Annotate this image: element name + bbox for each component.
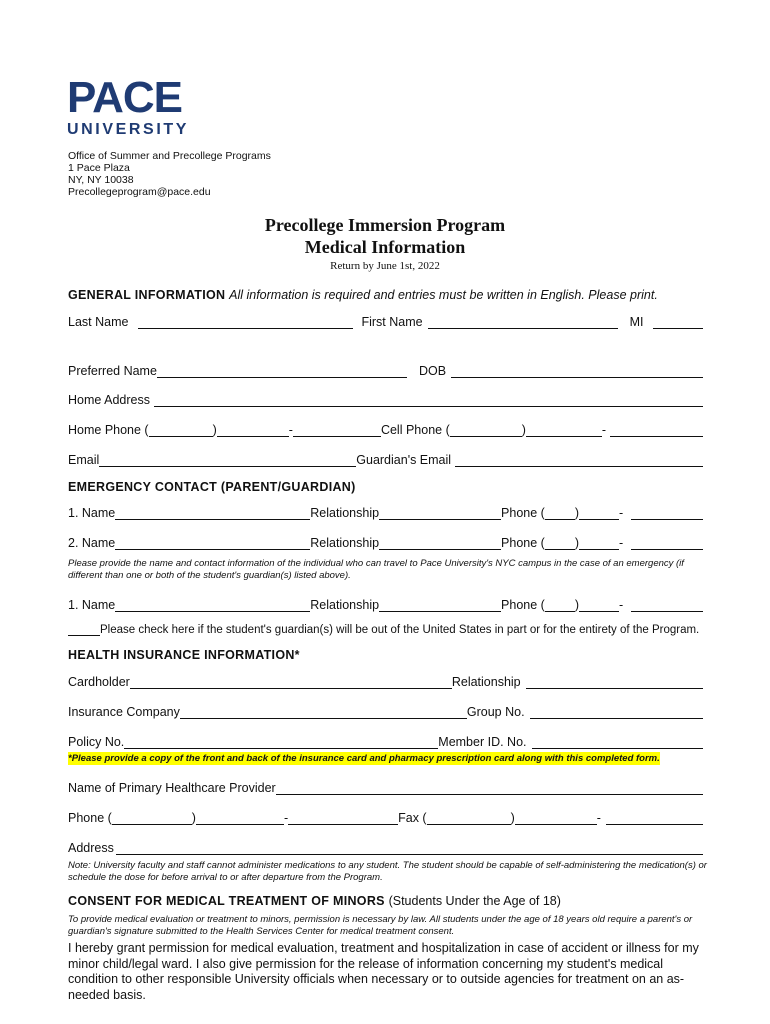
group-no-label: Group No. — [466, 705, 525, 719]
consent-note: To provide medical evaluation or treatment to minors, permission is necessary by law. All students under the age of 18 years old require a parent's or guardian's signature submitted to the Health Services Center for medical treatment consent. — [68, 914, 693, 937]
member-id-field[interactable] — [532, 736, 704, 749]
provider-address-row — [68, 839, 703, 855]
emergency-note: Please provide the name and contact information of the individual who can travel to Pace University's NYC campus in the case of an emergency (if different than one or both of the student's guardian(s) listed above). — [68, 558, 684, 581]
last-name-field[interactable] — [138, 316, 353, 329]
home-phone-line-field[interactable] — [293, 424, 381, 437]
mi-field[interactable] — [653, 316, 703, 329]
emergency-relationship-2-label: Relationship — [310, 536, 380, 550]
emergency-name-1-field[interactable] — [115, 507, 310, 520]
emergency-contact-row-1 — [68, 504, 703, 520]
primary-provider-label: Name of Primary Healthcare Provider — [68, 781, 276, 795]
separator: ) — [521, 423, 526, 437]
office-email: Precollegeprogram@pace.edu — [68, 186, 211, 198]
separator: ) — [574, 506, 579, 520]
separator: ) — [212, 423, 217, 437]
first-name-field[interactable] — [428, 316, 618, 329]
provider-phone-prefix[interactable] — [196, 812, 284, 825]
provider-phone-line[interactable] — [288, 812, 398, 825]
medication-note: Note: University faculty and staff cannot administer medications to any student. The student should be capable of self-administering the medication(s) or schedule the dose for before arrival to or after departure from the Program. — [68, 860, 707, 883]
provider-row — [68, 779, 703, 795]
preferred-name-row — [68, 362, 703, 378]
policy-no-field[interactable] — [124, 736, 438, 749]
group-no-field[interactable] — [530, 706, 703, 719]
cardholder-field[interactable] — [130, 676, 452, 689]
consent-heading: CONSENT FOR MEDICAL TREATMENT OF MINORS (Students Under the Age of 18) — [68, 894, 561, 908]
provider-fax-line[interactable] — [606, 812, 703, 825]
emergency-phone-2-prefix[interactable] — [579, 537, 619, 550]
insurance-company-row — [68, 703, 703, 719]
pace-logo: PACE — [67, 73, 182, 122]
insurance-card-notice: *Please provide a copy of the front and back of the insurance card and pharmacy prescription card along with this completed form. — [68, 753, 660, 764]
separator: ) — [574, 536, 579, 550]
emergency-phone-3-area[interactable] — [545, 599, 575, 612]
separator: ) — [574, 598, 579, 612]
separator: ) — [510, 811, 515, 825]
emergency-contact-row-3 — [68, 596, 703, 612]
insurance-relationship-field[interactable] — [526, 676, 703, 689]
emergency-phone-1-prefix[interactable] — [579, 507, 619, 520]
consent-body: I hereby grant permission for medical evaluation, treatment and hospitalization in case of accident or illness for my minor child/legal ward. I also give permission for the release of information concerning my student's medical condition to other responsible University officials when necessary or to outside agencies for treatment on an as-needed basis. — [68, 941, 699, 1002]
home-address-field[interactable] — [154, 394, 703, 407]
provider-fax-label: Fax ( — [398, 811, 427, 825]
out-of-country-label: Please check here if the student's guardian(s) will be out of the United States in part or for the entirety of the Program. — [100, 624, 700, 636]
name-row — [68, 313, 703, 329]
emergency-phone-1-line[interactable] — [631, 507, 703, 520]
email-field[interactable] — [99, 454, 356, 467]
first-name-label: First Name — [361, 315, 423, 329]
emergency-contact-heading: EMERGENCY CONTACT (PARENT/GUARDIAN) — [68, 480, 356, 494]
general-info-heading: GENERAL INFORMATION All information is required and entries must be written in English. Please print. — [68, 288, 658, 302]
emergency-relationship-1-label: Relationship — [310, 506, 380, 520]
last-name-label: Last Name — [68, 315, 129, 329]
cardholder-row — [68, 673, 703, 689]
emergency-contact-row-2 — [68, 534, 703, 550]
consent-heading-sub: (Students Under the Age of 18) — [388, 894, 561, 908]
university-logo-text: UNIVERSITY — [67, 121, 190, 138]
policy-row — [68, 733, 703, 749]
provider-fax-prefix[interactable] — [515, 812, 597, 825]
cell-phone-label: Cell Phone ( — [380, 423, 450, 437]
insurance-company-label: Insurance Company — [68, 705, 180, 719]
guardian-email-field[interactable] — [455, 454, 703, 467]
separator: - — [601, 423, 607, 437]
cell-phone-area-field[interactable] — [450, 424, 522, 437]
form-subtitle: Medical Information — [304, 237, 466, 257]
emergency-relationship-3-label: Relationship — [310, 598, 380, 612]
emergency-phone-2-area[interactable] — [545, 537, 575, 550]
cell-phone-prefix-field[interactable] — [526, 424, 602, 437]
preferred-name-label: Preferred Name — [68, 364, 157, 378]
emergency-phone-2-label: Phone ( — [501, 536, 545, 550]
office-street: 1 Pace Plaza — [68, 162, 130, 174]
out-of-country-check-field[interactable] — [68, 623, 100, 636]
separator: - — [619, 506, 624, 520]
emergency-relationship-2-field[interactable] — [379, 537, 501, 550]
provider-fax-area[interactable] — [427, 812, 511, 825]
dob-field[interactable] — [451, 365, 703, 378]
home-phone-prefix-field[interactable] — [217, 424, 289, 437]
emergency-phone-3-label: Phone ( — [501, 598, 545, 612]
separator: - — [619, 536, 624, 550]
emergency-phone-1-area[interactable] — [545, 507, 575, 520]
policy-no-label: Policy No. — [68, 735, 125, 749]
emergency-relationship-1-field[interactable] — [379, 507, 501, 520]
dob-label: DOB — [418, 364, 447, 378]
emergency-name-2-label: 2. Name — [68, 536, 116, 550]
insurance-company-field[interactable] — [180, 706, 467, 719]
member-id-label: Member ID. No. — [438, 735, 527, 749]
separator: - — [619, 598, 624, 612]
office-name: Office of Summer and Precollege Programs — [68, 150, 271, 162]
email-label: Email — [68, 453, 100, 467]
insurance-relationship-label: Relationship — [451, 675, 521, 689]
separator: - — [288, 423, 293, 437]
insurance-heading: HEALTH INSURANCE INFORMATION* — [68, 648, 300, 662]
office-city: NY, NY 10038 — [68, 174, 134, 186]
cardholder-label: Cardholder — [68, 675, 130, 689]
home-address-label: Home Address — [68, 393, 150, 407]
phone-row — [68, 421, 703, 437]
primary-provider-field[interactable] — [276, 782, 703, 795]
guardian-email-label: Guardian's Email — [356, 453, 452, 467]
emergency-phone-3-prefix[interactable] — [579, 599, 619, 612]
provider-phone-area[interactable] — [112, 812, 192, 825]
general-info-instruction: All information is required and entries must be written in English. Please print. — [229, 288, 658, 302]
separator: - — [283, 811, 289, 825]
emergency-phone-3-line[interactable] — [631, 599, 703, 612]
out-of-country-row — [68, 620, 703, 636]
emergency-name-3-field[interactable] — [115, 599, 310, 612]
emergency-phone-2-line[interactable] — [631, 537, 703, 550]
form-title: Precollege Immersion Program — [264, 215, 506, 235]
emergency-name-3-label: 1. Name — [68, 598, 116, 612]
provider-address-field[interactable] — [116, 842, 703, 855]
emergency-relationship-3-field[interactable] — [379, 599, 501, 612]
provider-phone-label: Phone ( — [68, 811, 112, 825]
home-address-row — [68, 391, 703, 407]
home-phone-area-field[interactable] — [149, 424, 213, 437]
email-row — [68, 451, 703, 467]
cell-phone-line-field[interactable] — [610, 424, 703, 437]
separator: ) — [191, 811, 196, 825]
home-phone-label: Home Phone ( — [68, 423, 149, 437]
provider-address-label: Address — [68, 841, 114, 855]
emergency-phone-1-label: Phone ( — [501, 506, 545, 520]
separator: - — [596, 811, 601, 825]
provider-phone-row — [68, 809, 703, 825]
emergency-name-2-field[interactable] — [115, 537, 310, 550]
return-by-date: Return by June 1st, 2022 — [330, 260, 440, 272]
emergency-name-1-label: 1. Name — [68, 506, 116, 520]
preferred-name-field[interactable] — [157, 365, 407, 378]
mi-label: MI — [629, 315, 644, 329]
